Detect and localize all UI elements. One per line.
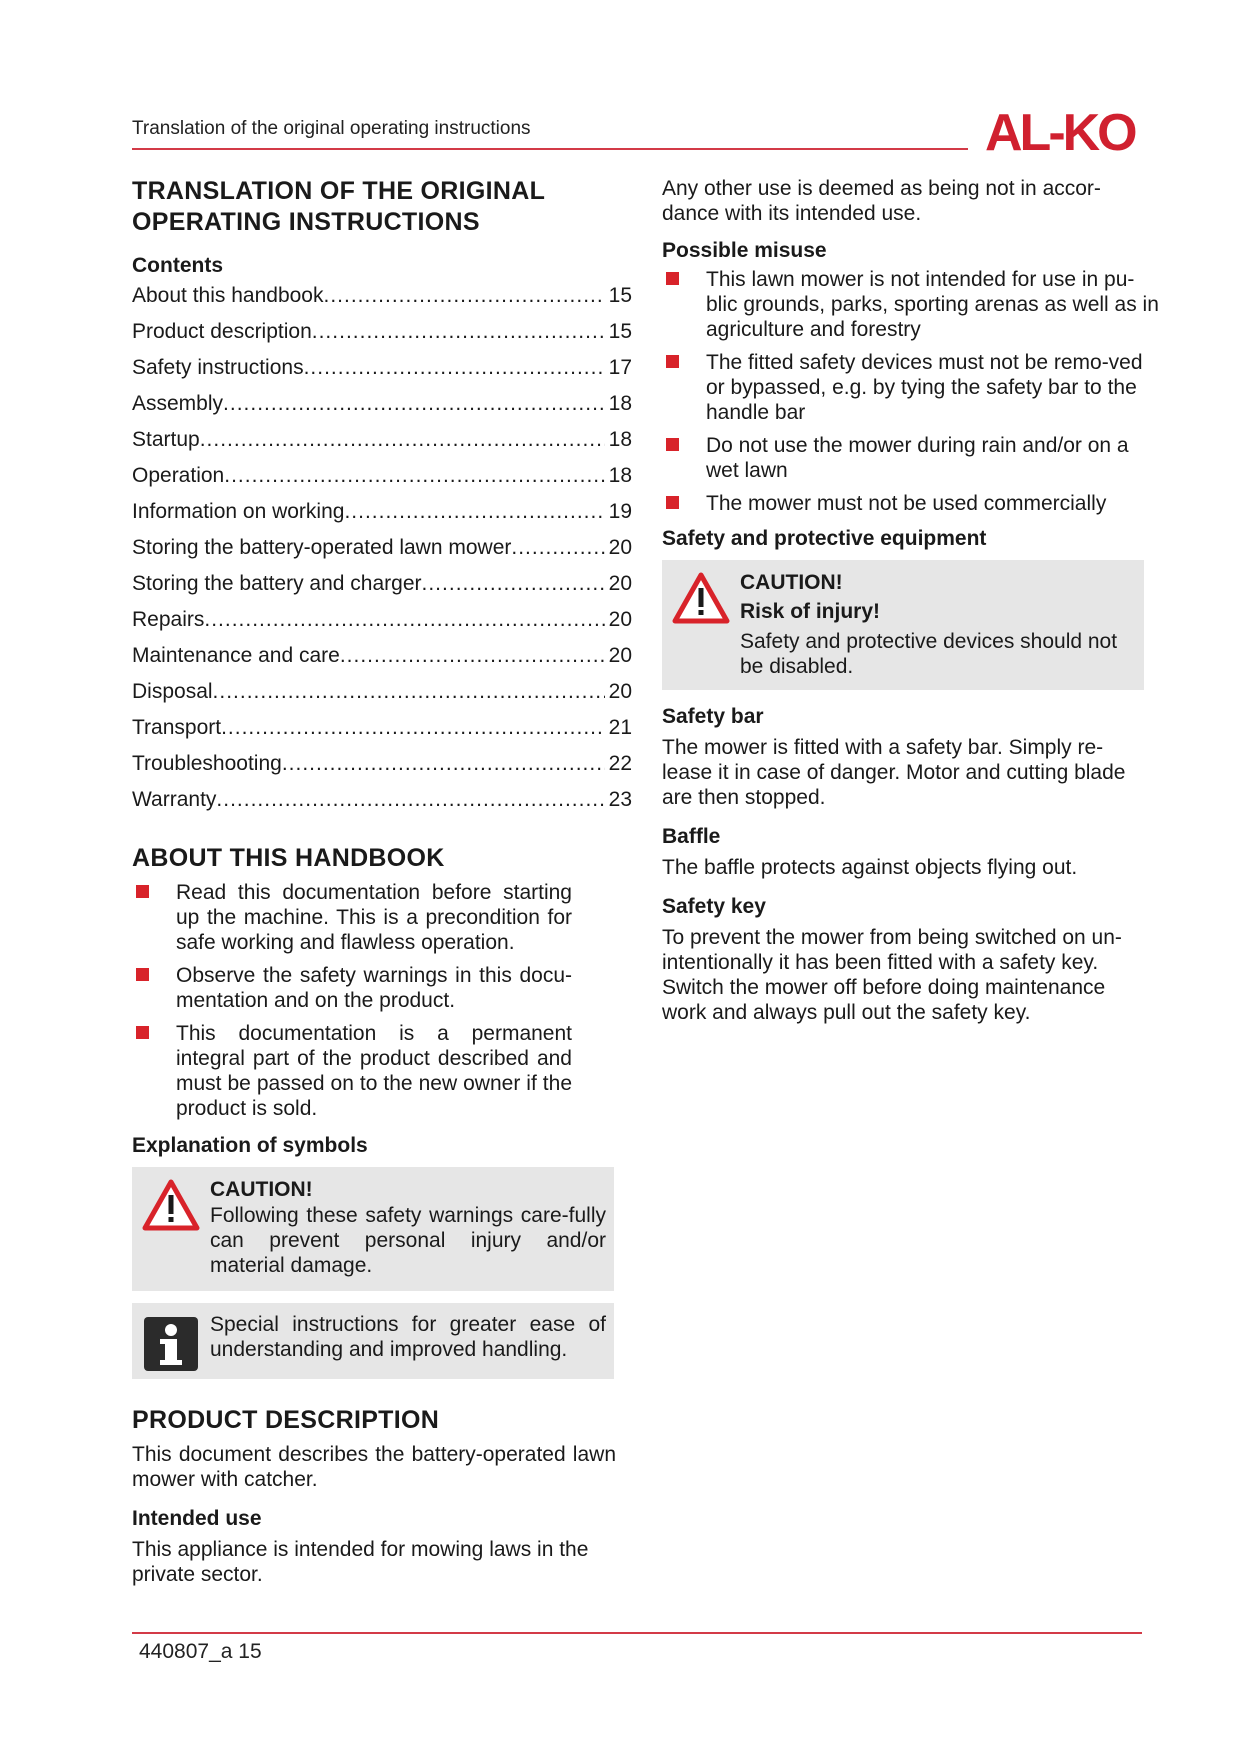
toc-entry-title: Product description — [132, 320, 312, 343]
bullet-text: Observe the safety warnings in this docu-mentation and on the product. — [176, 964, 572, 1012]
safety-key-heading: Safety key — [662, 895, 766, 918]
toc-entry-page: 17 — [608, 356, 632, 379]
toc-entry-title: Operation — [132, 464, 225, 487]
toc-entry-title: Troubleshooting — [132, 752, 282, 775]
bullet-text: This lawn mower is not intended for use in pu-blic grounds, parks, sporting arenas as well as in agriculture and forestry — [706, 268, 1159, 341]
toc-entry[interactable] — [132, 427, 632, 463]
warning-triangle-icon — [142, 1179, 200, 1231]
risk-of-injury-notice-box — [662, 560, 1144, 690]
toc-entry-title: Startup — [132, 428, 200, 451]
toc-entry-page: 18 — [608, 428, 632, 451]
other-use-text: Any other use is deemed as being not in accor-dance with its intended use. — [662, 177, 1101, 225]
header-divider — [132, 148, 968, 150]
warning-triangle-icon — [672, 572, 730, 624]
caution-body: Safety and protective devices should not be disabled. — [740, 630, 1118, 678]
caution-title: CAUTION! — [210, 1178, 313, 1201]
toc-leader-dots — [204, 607, 604, 632]
info-body: Special instructions for greater ease of understanding and improved handling. — [210, 1313, 606, 1361]
toc-leader-dots — [223, 391, 605, 416]
toc-entry-title: About this handbook — [132, 284, 324, 307]
toc-leader-dots — [216, 787, 604, 812]
toc-leader-dots — [200, 427, 605, 452]
toc-entry-title: Transport — [132, 716, 222, 739]
header-text: Translation of the original operating instructions — [132, 118, 531, 139]
toc-entry[interactable] — [132, 535, 632, 571]
toc-entry[interactable] — [132, 499, 632, 535]
toc-entry-page: 20 — [608, 608, 632, 631]
bullet-square-icon — [666, 355, 679, 368]
about-heading: ABOUT THIS HANDBOOK — [132, 844, 445, 872]
info-icon — [144, 1317, 198, 1371]
baffle-heading: Baffle — [662, 825, 721, 848]
possible-misuse-heading: Possible misuse — [662, 239, 827, 262]
toc-entry-title: Safety instructions — [132, 356, 304, 379]
bullet-item — [662, 350, 1162, 425]
bullet-text: Do not use the mower during rain and/or on a wet lawn — [706, 434, 1129, 482]
risk-of-injury-subtitle: Risk of injury! — [740, 600, 881, 623]
toc-leader-dots — [282, 751, 605, 776]
toc-entry-title: Assembly — [132, 392, 224, 415]
caution-notice-box — [132, 1167, 614, 1291]
footer-divider — [132, 1632, 1142, 1634]
toc-entry-title: Storing the battery-operated lawn mower — [132, 536, 512, 559]
toc-entry[interactable] — [132, 607, 632, 643]
table-of-contents — [132, 283, 632, 823]
toc-entry-page: 18 — [608, 392, 632, 415]
toc-entry-page: 20 — [608, 572, 632, 595]
intended-use-heading: Intended use — [132, 1507, 262, 1530]
bullet-square-icon — [666, 438, 679, 451]
safety-bar-text: The mower is fitted with a safety bar. Simply re-lease it in case of danger. Motor and cutting blade are then stopped. — [662, 736, 1126, 809]
toc-entry[interactable] — [132, 751, 632, 787]
caution-body: Following these safety warnings care-fully can prevent personal injury and/or material damage. — [210, 1204, 606, 1277]
symbols-heading: Explanation of symbols — [132, 1134, 368, 1157]
toc-entry[interactable] — [132, 391, 632, 427]
toc-entry[interactable] — [132, 283, 632, 319]
about-bullets — [132, 880, 632, 1121]
toc-entry-page: 15 — [608, 284, 632, 307]
toc-entry[interactable] — [132, 787, 632, 823]
bullet-square-icon — [136, 1026, 149, 1039]
toc-entry-page: 21 — [608, 716, 632, 739]
toc-entry-title: Storing the battery and charger — [132, 572, 422, 595]
toc-entry-page: 20 — [608, 644, 632, 667]
bullet-square-icon — [136, 885, 149, 898]
bullet-square-icon — [666, 496, 679, 509]
bullet-text: This documentation is a permanent integral part of the product described and must be passed on to the new owner if the product is sold. — [176, 1022, 572, 1120]
toc-leader-dots — [221, 715, 605, 740]
bullet-item — [132, 963, 572, 1013]
toc-entry-title: Maintenance and care — [132, 644, 340, 667]
toc-entry-page: 22 — [608, 752, 632, 775]
bullet-text: Read this documentation before starting up the machine. This is a precondition for safe working and flawless operation. — [176, 881, 572, 954]
alko-logo — [985, 108, 1145, 154]
toc-leader-dots — [344, 499, 604, 524]
toc-leader-dots — [312, 319, 605, 344]
toc-entry[interactable] — [132, 463, 632, 499]
safety-key-text: To prevent the mower from being switched on un-intentionally it has been fitted with a safety key. Switch the mower off before doing maintenance work and always pull out the safety key. — [662, 926, 1122, 1024]
bullet-item — [132, 880, 572, 955]
bullet-item — [662, 491, 1162, 516]
bullet-square-icon — [136, 968, 149, 981]
bullet-item — [662, 433, 1162, 483]
bullet-text: The fitted safety devices must not be remo-ved or bypassed, e.g. by tying the safety bar to the handle bar — [706, 351, 1143, 424]
caution-title: CAUTION! — [740, 571, 843, 594]
left-column — [132, 176, 632, 1587]
toc-entry[interactable] — [132, 643, 632, 679]
toc-leader-dots — [323, 283, 604, 308]
safety-bar-heading: Safety bar — [662, 705, 764, 728]
bullet-item — [662, 267, 1162, 342]
main-title: TRANSLATION OF THE ORIGINAL OPERATING INSTRUCTIONS — [132, 177, 546, 236]
toc-entry-title: Information on working — [132, 500, 345, 523]
product-description-text: This document describes the battery-operated lawn mower with catcher. — [132, 1443, 616, 1491]
bullet-item — [132, 1021, 572, 1121]
toc-entry-title: Warranty — [132, 788, 217, 811]
safety-equipment-heading: Safety and protective equipment — [662, 527, 987, 550]
toc-entry[interactable] — [132, 715, 632, 751]
toc-entry[interactable] — [132, 571, 632, 607]
toc-leader-dots — [511, 535, 604, 560]
intended-use-text: This appliance is intended for mowing laws in the private sector. — [132, 1538, 589, 1586]
contents-heading: Contents — [132, 254, 223, 277]
baffle-text: The baffle protects against objects flying out. — [662, 856, 1078, 879]
toc-entry-page: 19 — [608, 500, 632, 523]
misuse-bullets — [662, 267, 1162, 516]
toc-entry-page: 15 — [608, 320, 632, 343]
toc-leader-dots — [224, 463, 604, 488]
bullet-square-icon — [666, 272, 679, 285]
info-notice-box — [132, 1303, 614, 1379]
toc-entry-title: Repairs — [132, 608, 205, 631]
toc-entry[interactable] — [132, 319, 632, 355]
svg-text:AL-KO: AL-KO — [985, 108, 1135, 154]
toc-leader-dots — [340, 643, 605, 668]
right-column — [662, 176, 1162, 1025]
toc-leader-dots — [422, 571, 605, 596]
toc-entry-page: 20 — [608, 680, 632, 703]
product-description-heading: PRODUCT DESCRIPTION — [132, 1406, 440, 1434]
toc-leader-dots — [213, 679, 605, 704]
toc-entry-page: 18 — [608, 464, 632, 487]
toc-entry-page: 20 — [608, 536, 632, 559]
toc-entry-page: 23 — [608, 788, 632, 811]
page-number: 440807_a 15 — [139, 1640, 262, 1663]
toc-leader-dots — [304, 355, 605, 380]
bullet-text: The mower must not be used commercially — [706, 492, 1107, 515]
toc-entry-title: Disposal — [132, 680, 213, 703]
toc-entry[interactable] — [132, 679, 632, 715]
toc-entry[interactable] — [132, 355, 632, 391]
